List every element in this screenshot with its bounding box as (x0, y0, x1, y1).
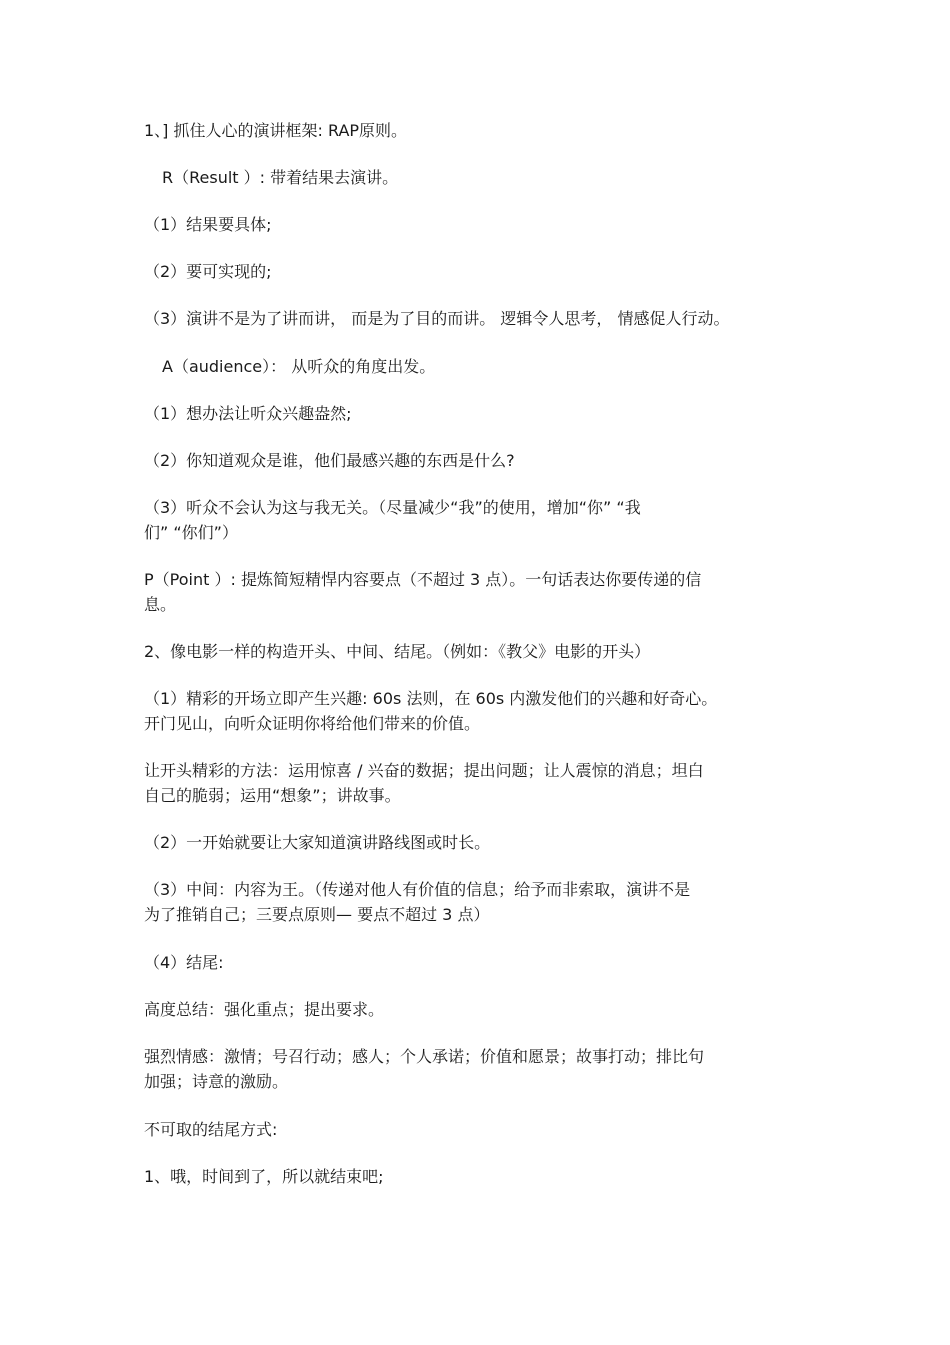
result-point-3: （3）演讲不是为了讲而讲， 而是为了目的而讲。 逻辑令人思考， 情感促人行动。 (144, 309, 730, 328)
bad-endings-heading: 不可取的结尾方式: (144, 1120, 278, 1139)
middle-point-3-line-2: 为了推销自己；三要点原则— 要点不超过 3 点） (144, 905, 490, 924)
audience-point-1: （1）想办法让听众兴趣盎然; (144, 404, 352, 423)
opening-point-2: （2）一开始就要让大家知道演讲路线图或时长。 (144, 833, 491, 852)
audience-principle: A（audience）： 从听众的角度出发。 (162, 357, 436, 376)
result-point-1: （1）结果要具体; (144, 215, 272, 234)
middle-point-3-line-1: （3）中间：内容为王。（传递对他人有价值的信息；给予而非索取，演讲不是 (144, 880, 691, 899)
audience-point-2: （2）你知道观众是谁，他们最感兴趣的东西是什么? (144, 451, 515, 470)
audience-point-3-line-2: 们” “你们”） (144, 523, 238, 542)
ending-point-4: （4）结尾: (144, 953, 224, 972)
result-principle: R（Result ）: 带着结果去演讲。 (162, 168, 399, 187)
opening-point-1-line-2: 开门见山，向听众证明你将给他们带来的价值。 (144, 714, 481, 733)
point-principle-line-1: P（Point ）: 提炼简短精悍内容要点（不超过 3 点）。一句话表达你要传递的信 (144, 570, 702, 589)
audience-point-3-line-1: （3）听众不会认为这与我无关。（尽量减少“我”的使用，增加“你” “我 (144, 498, 641, 517)
ending-summary: 高度总结：强化重点；提出要求。 (144, 1000, 385, 1019)
heading-rap-framework: 1、] 抓住人心的演讲框架: RAP原则。 (144, 121, 408, 140)
bad-ending-1: 1、哦，时间到了，所以就结束吧; (144, 1167, 384, 1186)
opening-methods-line-2: 自己的脆弱；运用“想象”；讲故事。 (144, 786, 401, 805)
opening-methods-line-1: 让开头精彩的方法：运用惊喜 / 兴奋的数据；提出问题；让人震惊的消息；坦白 (144, 761, 704, 780)
result-point-2: （2）要可实现的; (144, 262, 272, 281)
point-principle-line-2: 息。 (144, 595, 177, 614)
ending-emotion-line-1: 强烈情感：激情；号召行动；感人；个人承诺；价值和愿景；故事打动；排比句 (144, 1047, 705, 1066)
opening-point-1-line-1: （1）精彩的开场立即产生兴趣: 60s 法则，在 60s 内激发他们的兴趣和好奇心。 (144, 689, 718, 708)
ending-emotion-line-2: 加强；诗意的激励。 (144, 1072, 289, 1091)
heading-movie-structure: 2、像电影一样的构造开头、中间、结尾。（例如：《教父》电影的开头） (144, 642, 651, 661)
